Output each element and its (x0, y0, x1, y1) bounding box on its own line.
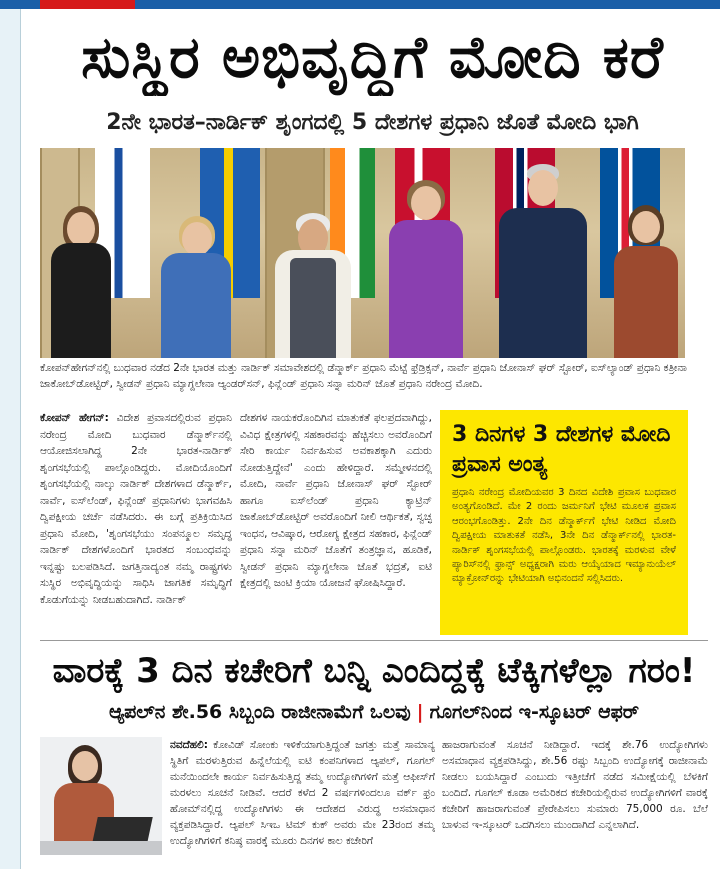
summit-photo (40, 148, 685, 358)
adjacent-page-strip (0, 9, 21, 869)
person-narendra-modi (270, 183, 355, 358)
sidebar-body: ಪ್ರಧಾನಿ ನರೇಂದ್ರ ಮೋದಿಯವರ 3 ದಿನದ ವಿದೇಶಿ ಪ್ರವಾಸ ಬುಧವಾರ ಅಂತ್ಯಗೊಂಡಿದೆ. ಮೇ 2 ರಂದು ಜರ್ಮನಿಗೆ ಭೇಟಿ ಮೂಲಕ ಪ್ರವಾಸ ಆರಂಭಗೊಂಡಿತ್ತು. 2ನೇ ದಿನ ಡೆನ್ಮಾರ್ಕ್‌ಗೆ ಭೇಟಿ ನೀಡಿದ ಮೋದಿ ದ್ವಿಪಕ್ಷೀಯ ಮಾತುಕತೆ ನಡೆಸಿ, 3ನೇ ದಿನ ಡೆನ್ಮಾರ್ಕ್‌ನಲ್ಲಿ ಭಾರತ-ನಾರ್ಡಿಕ್ ಶೃಂಗಸಭೆಯಲ್ಲಿ ಪಾಲ್ಗೊಂಡರು. ಭಾರತಕ್ಕೆ ಮರಳುವ ವೇಳೆ ಪ್ಯಾರಿಸ್‌ನಲ್ಲಿ ಫ್ರಾನ್ಸ್ ಅಧ್ಯಕ್ಷರಾಗಿ ಮರು ಆಯ್ಕೆಯಾದ ಇಮ್ಯಾನುಯೆಲ್ ಮ್ಯಾಕ್ರೋನ್‌ರನ್ನು ಭೇಟಿಯಾಗಿ ಅಭಿನಂದನೆ ಸಲ್ಲಿಸಿದರು. (452, 487, 676, 585)
top-banner-strip (0, 0, 720, 9)
sidebar-title: 3 ದಿನಗಳ 3 ದೇಶಗಳ ಮೋದಿ ಪ್ರವಾಸ ಅಂತ್ಯ (452, 422, 671, 477)
photo-caption: ಕೋಪನ್‌ಹೇಗನ್‌ನಲ್ಲಿ ಬುಧವಾರ ನಡೆದ 2ನೇ ಭಾರತ ಮತ್ತು ನಾರ್ಡಿಕ್ ಸಮಾವೇಶದಲ್ಲಿ ಡೆನ್ಮಾರ್ಕ್ ಪ್ರಧಾನಿ ಮೆಟ್ಟೆ ಫ್ರೆಡ್ರಿಕ್ಸನ್, ನಾರ್ವೆ ಪ್ರಧಾನಿ ಜೋನಾಸ್ ಘರ್ ಸ್ಟೋರ್, ಐಸ್‌ಲ್ಯಾಂಡ್ ಪ್ರಧಾನಿ ಕತ್ರೀನಾ ಜಾಕೋಬ್‌ಡೋಟ್ಟಿರ್, ಸ್ವೀಡನ್ ಪ್ರಧಾನಿ ಮ್ಯಾಗ್ದಲೇನಾ ಆ್ಯಂಡರ್‌ಸನ್, ಫಿನ್ಲೆಂಡ್ ಪ್ರಧಾನಿ ಸನ್ನಾ ಮರಿನ್ ಜೊತೆ ಪ್ರಧಾನಿ ನರೇಂದ್ರ ಮೋದಿ. (40, 362, 687, 390)
sidebar-box (440, 410, 688, 635)
story2-sub-right: ಗೂಗಲ್‌ನಿಂದ ಇ-ಸ್ಕೂಟರ್ ಆಫರ್ (429, 701, 640, 723)
main-headline: ಸುಸ್ಥಿರ ಅಭಿವೃದ್ಧಿಗೆ ಮೋದಿ ಕರೆ (81, 23, 664, 91)
article-dateline: ಕೋಪನ್ ಹೇಗನ್: (40, 412, 109, 424)
person-katrin-jakobsdottir (610, 183, 682, 358)
story2-col1-text: ಕೋವಿಡ್ ಸೋಂಕು ಇಳಿಕೆಯಾಗುತ್ತಿದ್ದಂತೆ ಜಗತ್ತು ಮತ್ತೆ ಸಾಮಾನ್ಯ ಸ್ಥಿತಿಗೆ ಮರಳುತ್ತಿರುವ ಹಿನ್ನೆಲೆಯಲ್ಲಿ ಐಟಿ ಕಂಪನಿಗಳಾದ ಆ್ಯಪಲ್, ಗೂಗಲ್ ಮನೆಯಿಂದಲೇ ಕಾರ್ಯ ನಿರ್ವಹಿಸುತ್ತಿದ್ದ ತಮ್ಮ ಉದ್ಯೋಗಿಗಳಿಗೆ ಮತ್ತೆ ಆಫೀಸ್‌ಗೆ ಮರಳಲು ಸೂಚನೆ ನೀಡಿವೆ. ಆದರೆ ಕಳೆದ 2 ವರ್ಷಗಳಿಂದಲೂ ವರ್ಕ್ ಫ್ರಂ ಹೋಮ್‌ನಲ್ಲಿದ್ದ ಉದ್ಯೋಗಿಗಳು ಈ ಆದೇಶದ ವಿರುದ್ಧ ಅಸಮಾಧಾನ ವ್ಯಕ್ತಪಡಿಸಿದ್ದಾರೆ. ಆ್ಯಪಲ್ ಸಿಇಒ ಟಿಮ್ ಕುಕ್ ಅವರು ಮೇ 23ರಂದ ತಮ್ಮ ಉದ್ಯೋಗಿಗಳಿಗೆ ಕನಿಷ್ಠ ವಾರಕ್ಕೆ ಮೂರು ದಿನಗಳ ಕಾಲ ಕಚೇರಿಗೆ (170, 739, 435, 847)
article-col2-text: ದೇಶಗಳ ನಾಯಕರೊಂದಿಗಿನ ಮಾತುಕತೆ ಫಲಪ್ರದವಾಗಿದ್ದು, ವಿವಿಧ ಕ್ಷೇತ್ರಗಳಲ್ಲಿ ಸಹಕಾರವನ್ನು ಹೆಚ್ಚಿಸಲು ಅವರೊಂದಿಗೆ ಸೇರಿ ಕಾರ್ಯ ನಿರ್ವಹಿಸುವ ಅವಕಾಶಕ್ಕಾಗಿ ಎದುರು ನೋಡುತ್ತಿದ್ದೇನೆ' ಎಂದು ಹೇಳಿದ್ದಾರೆ. ಸಮ್ಮೇಳನದಲ್ಲಿ ಮೋದಿ, ನಾರ್ವೆ ಪ್ರಧಾನಿ ಜೋನಾಸ್ ಘರ್ ಸ್ಟೋರ್ ಹಾಗೂ ಐಸ್‌ಲೆಂಡ್ ಪ್ರಧಾನಿ ಕ್ಯಾಟ್ರಿನ್ ಜಾಕೋಬ್‌ಡೋಟ್ಟಿರ್ ಅವರೊಂದಿಗೆ ನೀಲಿ ಆರ್ಥಿಕತೆ, ಸ್ವಚ್ಛ ಇಂಧನ, ಆವಿಷ್ಕಾರ, ಆರೋಗ್ಯ ಕ್ಷೇತ್ರದ ಸಹಕಾರ, ಫಿನ್ಲೆಂಡ್ ಪ್ರಧಾನಿ ಸನ್ನಾ ಮರಿನ್ ಜೊತೆಗೆ ತಂತ್ರಜ್ಞಾನ, ಹೂಡಿಕೆ, ಸ್ವೀಡನ್ ಪ್ರಧಾನಿ ಮ್ಯಾಗ್ದಲೇನಾ ಜೊತೆ ಭದ್ರತೆ, ಐಟಿ ಕ್ಷೇತ್ರದಲ್ಲಿ ಜಂಟಿ ಕ್ರಿಯಾ ಯೋಜನೆ ಘೋಷಿಸಿದ್ದಾರೆ. (240, 412, 432, 589)
article-column-2 (240, 410, 432, 628)
story2-headline: ವಾರಕ್ಕೆ 3 ದಿನ ಕಚೇರಿಗೆ ಬನ್ನಿ ಎಂದಿದ್ದಕ್ಕೆ ಟೆಕ್ಕಿಗಳೆಲ್ಲಾ ಗರಂ! (52, 651, 696, 691)
woman-laptop-photo (40, 737, 162, 855)
person-mette-frederiksen (385, 168, 465, 358)
person-sanna-marin (45, 188, 115, 358)
story2-column-2 (442, 737, 708, 855)
story2-column-1 (170, 737, 435, 855)
person-jonas-gahr-store (495, 158, 590, 358)
main-subheadline: 2ನೇ ಭಾರತ–ನಾರ್ಡಿಕ್ ಶೃಂಗದಲ್ಲಿ 5 ದೇಶಗಳ ಪ್ರಧಾನಿ ಜೊತೆ ಮೋದಿ ಭಾಗಿ (106, 110, 639, 135)
story2-sub-left: ಆ್ಯಪಲ್‌ನ ಶೇ.56 ಸಿಬ್ಬಂದಿ ರಾಜೀನಾಮೆಗೆ ಒಲವು (108, 701, 411, 723)
story2-dateline: ನವದೆಹಲಿ: (170, 739, 208, 751)
section-tag (40, 0, 135, 9)
person-magdalena-andersson (155, 188, 235, 358)
laptop-icon (92, 817, 153, 843)
article-column-1 (40, 410, 232, 628)
section-divider (40, 640, 708, 641)
story2-col2-text: ಹಾಜರಾಗುವಂತೆ ಸೂಚನೆ ನೀಡಿದ್ದಾರೆ. ಇದಕ್ಕೆ ಶೇ.76 ಉದ್ಯೋಗಿಗಳು ಅಸಮಾಧಾನ ವ್ಯಕ್ತಪಡಿಸಿದ್ದು, ಶೇ.56 ರಷ್ಟು ಸಿಬ್ಬಂದಿ ಉದ್ಯೋಗಕ್ಕೆ ರಾಜೀನಾಮೆ ನೀಡಲು ಬಯಸಿದ್ದಾರೆ ಎಂಬುದು ಇತ್ತೀಚೆಗೆ ನಡೆದ ಸಮೀಕ್ಷೆಯಲ್ಲಿ ಬೆಳಕಿಗೆ ಬಂದಿದೆ. ಗೂಗಲ್ ಕೂಡಾ ಅಮೆರಿಕದ ಕಚೇರಿಯಲ್ಲಿರುವ ಉದ್ಯೋಗಿಗಳಿಗೆ ವಾರಕ್ಕೆ ಕಚೇರಿಗೆ ಹಾಜರಾಗುವಂತೆ ಪ್ರೇರೇಪಿಸಲು ಸುಮಾರು 75,000 ರೂ. ಬೆಲೆ ಬಾಳುವ ಇ-ಸ್ಕೂಟರ್ ಒದಗಿಸಲು ಮುಂದಾಗಿದೆ ಎನ್ನಲಾಗಿದೆ. (442, 739, 708, 831)
story2-subheadline (38, 697, 710, 727)
article-col1-text: ವಿದೇಶ ಪ್ರವಾಸದಲ್ಲಿರುವ ಪ್ರಧಾನಿ ನರೇಂದ್ರ ಮೋದಿ ಬುಧವಾರ ಡೆನ್ಮಾರ್ಕ್‌ನಲ್ಲಿ ಆಯೋಜಿಸಲಾಗಿದ್ದ 2ನೇ ಭಾರತ-ನಾರ್ಡಿಕ್ ಶೃಂಗಸಭೆಯಲ್ಲಿ ಪಾಲ್ಗೊಂಡಿದ್ದರು. ಮೋದಿಯೊಂದಿಗೆ ಶೃಂಗಸಭೆಯಲ್ಲಿ ನಾಲ್ಕು ನಾರ್ಡಿಕ್ ದೇಶಗಳಾದ ಡೆನ್ಮಾರ್ಕ್, ನಾರ್ವೆ, ಐಸ್‌ಲೆಂಡ್, ಫಿನ್ಲೆಂಡ್ ಪ್ರಧಾನಿಗಳು ಭಾಗವಹಿಸಿ ದ್ವಿಪಕ್ಷೀಯ ಚರ್ಚೆ ನಡೆಸಿದರು. ಈ ಬಗ್ಗೆ ಪ್ರತಿಕ್ರಿಯಿಸಿದ ಪ್ರಧಾನಿ ಮೋದಿ, 'ಶೃಂಗಸಭೆಯು ಸಂಪನ್ಮೂಲ ಸಮೃದ್ಧ ನಾರ್ಡಿಕ್ ದೇಶಗಳೊಂದಿಗೆ ಭಾರತದ ಸಂಬಂಧವನ್ನು ಇನ್ನಷ್ಟು ಬಲಪಡಿಸಿದೆ. ಜಗತ್ತಿನಾದ್ಯಂತ ನಮ್ಮ ರಾಷ್ಟ್ರಗಳು ಸುಸ್ಥಿರ ಅಭಿವೃದ್ಧಿಯನ್ನು ಸಾಧಿಸಿ ಜಾಗತಿಕ ಸಮೃದ್ಧಿಗೆ ಕೊಡುಗೆಯನ್ನು ನೀಡಬಹುದಾಗಿದೆ. ನಾರ್ಡಿಕ್ (40, 412, 232, 606)
story2-separator: | (416, 701, 424, 723)
